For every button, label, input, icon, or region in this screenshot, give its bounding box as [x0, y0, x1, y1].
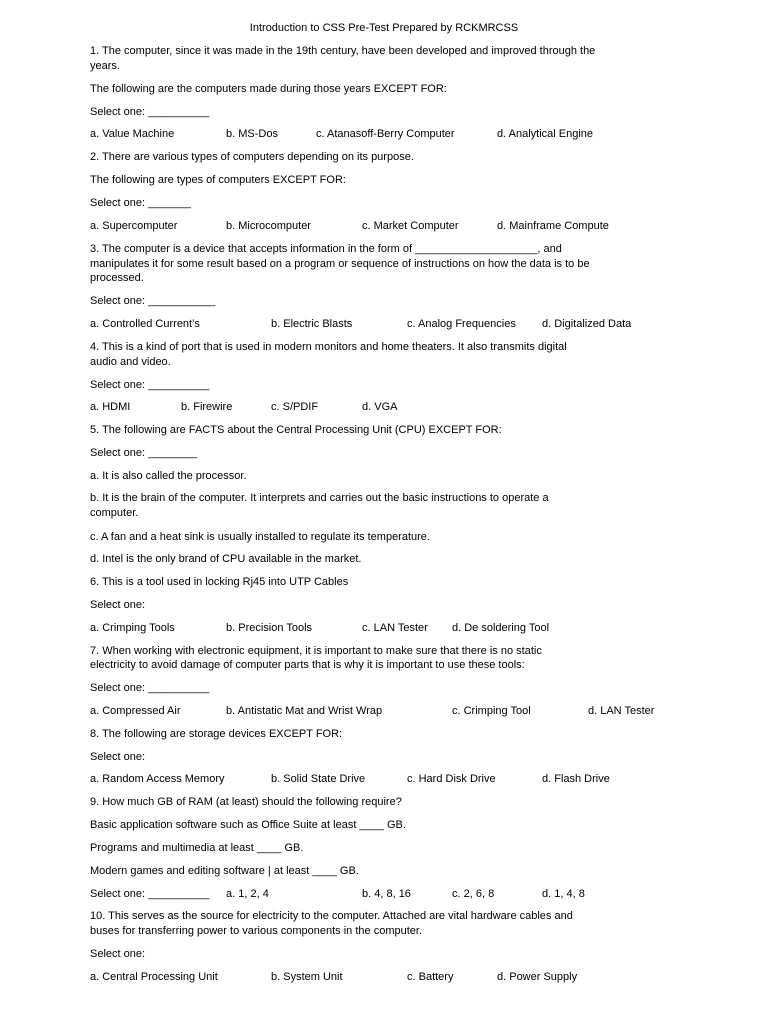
question-6-text-line-1: 6. This is a tool used in locking Rj45 into UTP Cables: [90, 576, 349, 588]
question-7-text-line-2: electricity to avoid damage of computer parts that is why it is important to use these tools:: [90, 659, 525, 671]
question-10-text-line-2: buses for transferring power to various components in the computer.: [90, 925, 423, 937]
question-2-option-a: a. Supercomputer: [90, 220, 178, 232]
question-10-option-b: b. System Unit: [271, 971, 343, 983]
question-1-select-one: Select one: __________: [90, 106, 210, 118]
question-2-option-c: c. Market Computer: [362, 220, 459, 232]
question-5-text-line-1: 5. The following are FACTS about the Central Processing Unit (CPU) EXCEPT FOR:: [90, 424, 502, 436]
question-5-option-b-line-1: b. It is the brain of the computer. It interprets and carries out the basic instructions to operate a: [90, 492, 549, 504]
question-4-option-b: b. Firewire: [181, 401, 233, 413]
question-4-option-d: d. VGA: [362, 401, 398, 413]
question-9-requirement-games: Modern games and editing software | at least ____ GB.: [90, 865, 359, 877]
question-9-select-one: Select one: __________: [90, 888, 210, 900]
question-3-option-d: d. Digitalized Data: [542, 318, 632, 330]
question-7-select-one: Select one: __________: [90, 682, 210, 694]
question-10-option-c: c. Battery: [407, 971, 454, 983]
question-7-option-c: c. Crimping Tool: [452, 705, 531, 717]
question-2-select-one: Select one: _______: [90, 197, 191, 209]
question-10-option-d: d. Power Supply: [497, 971, 578, 983]
question-2-option-b: b. Microcomputer: [226, 220, 311, 232]
question-9-requirement-basic: Basic application software such as Office Suite at least ____ GB.: [90, 819, 406, 831]
question-1-text-line-1: 1. The computer, since it was made in the 19th century, have been developed and improved through the: [90, 45, 596, 57]
question-7-option-b: b. Antistatic Mat and Wrist Wrap: [226, 705, 383, 717]
question-9-requirement-multimedia: Programs and multimedia at least ____ GB.: [90, 842, 304, 854]
question-5-option-d: d. Intel is the only brand of CPU available in the market.: [90, 553, 362, 565]
question-2-text-line-1: 2. There are various types of computers depending on its purpose.: [90, 151, 414, 163]
question-7-text-line-1: 7. When working with electronic equipment, it is important to make sure that there is no static: [90, 645, 542, 657]
question-6-option-d: d. De soldering Tool: [452, 622, 550, 634]
question-5-option-c: c. A fan and a heat sink is usually installed to regulate its temperature.: [90, 531, 430, 543]
question-3-text-line-1: 3. The computer is a device that accepts information in the form of ____________________, and: [90, 243, 562, 255]
question-4-text-line-2: audio and video.: [90, 356, 171, 368]
question-3-option-c: c. Analog Frequencies: [407, 318, 516, 330]
question-3-option-a: a. Controlled Current’s: [90, 318, 200, 330]
question-10-text-line-1: 10. This serves as the source for electricity to the computer. Attached are vital hardware cables and: [90, 910, 573, 922]
question-9-option-b: b. 4, 8, 16: [362, 888, 411, 900]
question-1-text-line-2: years.: [90, 60, 120, 72]
question-7-option-d: d. LAN Tester: [588, 705, 655, 717]
question-1-option-d: d. Analytical Engine: [497, 128, 594, 140]
question-5-select-one: Select one: ________: [90, 447, 198, 459]
question-1-option-c: c. Atanasoff-Berry Computer: [316, 128, 455, 140]
question-5-option-a: a. It is also called the processor.: [90, 470, 247, 482]
question-3-text-line-3: processed.: [90, 272, 144, 284]
question-10-option-a: a. Central Processing Unit: [90, 971, 218, 983]
question-3-option-b: b. Electric Blasts: [271, 318, 353, 330]
question-8-option-d: d. Flash Drive: [542, 773, 610, 785]
question-4-select-one: Select one: __________: [90, 379, 210, 391]
question-3-text-line-2: manipulates it for some result based on a program or sequence of instructions on how the data is to be: [90, 258, 590, 270]
question-9-option-a: a. 1, 2, 4: [226, 888, 269, 900]
question-1-option-a: a. Value Machine: [90, 128, 175, 140]
question-10-select-one: Select one:: [90, 948, 146, 960]
question-3-select-one: Select one: ___________: [90, 295, 216, 307]
question-8-option-c: c. Hard Disk Drive: [407, 773, 496, 785]
question-7-option-a: a. Compressed Air: [90, 705, 181, 717]
question-4-text-line-1: 4. This is a kind of port that is used in modern monitors and home theaters. It also transmits digital: [90, 341, 567, 353]
question-6-select-one: Select one:: [90, 599, 146, 611]
question-4-option-a: a. HDMI: [90, 401, 131, 413]
question-1-option-b: b. MS-Dos: [226, 128, 278, 140]
question-9-option-c: c. 2, 6, 8: [452, 888, 495, 900]
question-6-option-c: c. LAN Tester: [362, 622, 428, 634]
question-8-option-b: b. Solid State Drive: [271, 773, 366, 785]
question-1-prompt: The following are the computers made during those years EXCEPT FOR:: [90, 83, 447, 95]
question-6-option-a: a. Crimping Tools: [90, 622, 175, 634]
question-4-option-c: c. S/PDIF: [271, 401, 319, 413]
question-2-option-d: d. Mainframe Compute: [497, 220, 609, 232]
question-9-option-d: d. 1, 4, 8: [542, 888, 585, 900]
question-8-select-one: Select one:: [90, 751, 146, 763]
question-8-option-a: a. Random Access Memory: [90, 773, 225, 785]
question-8-text-line-1: 8. The following are storage devices EXCEPT FOR:: [90, 728, 343, 740]
question-5-option-b-line-2: computer.: [90, 507, 139, 519]
question-2-prompt: The following are types of computers EXCEPT FOR:: [90, 174, 346, 186]
document-title: Introduction to CSS Pre-Test Prepared by RCKMRCSS: [249, 22, 519, 34]
question-6-option-b: b. Precision Tools: [226, 622, 313, 634]
question-9-text-line-1: 9. How much GB of RAM (at least) should the following require?: [90, 796, 402, 808]
